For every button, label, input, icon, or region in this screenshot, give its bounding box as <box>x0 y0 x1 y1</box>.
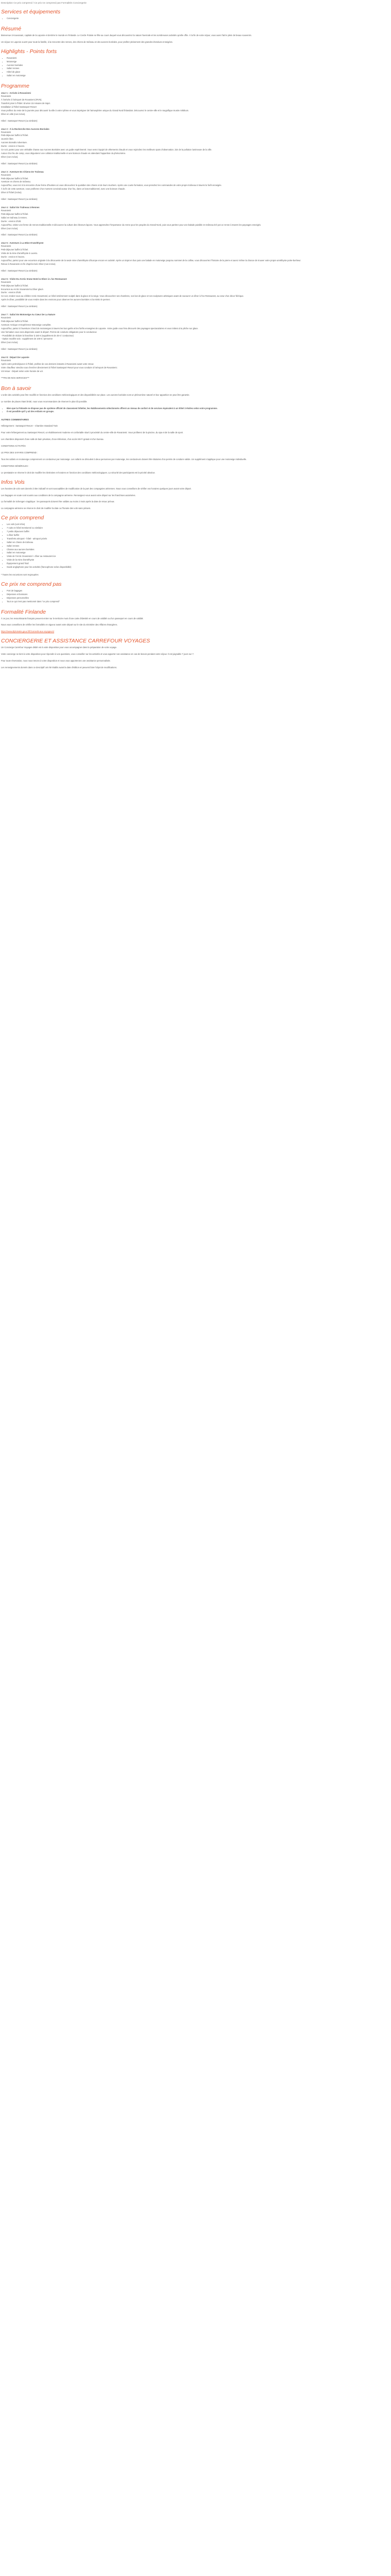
day-title: Jour 1 : Arrivée à Rovaniemi <box>1 92 31 95</box>
day-line: Petit-déjeuner buffet à l'hôtel. <box>1 319 29 323</box>
admin-paragraph: LE PRIX DES SAFARIS COMPREND : <box>1 451 38 454</box>
list-item: • Motoneige <box>7 60 390 64</box>
list-item: • 7 petits déjeuners buffet <box>7 530 390 534</box>
day-hotel: Hôtel : Santasport Resort (ou similaire) <box>1 305 38 308</box>
list-item: • Équipement grand froid <box>7 562 390 566</box>
day-line: Durée : environ 3h30. <box>1 291 22 294</box>
admin-paragraph: Le prestataire se réserve le droit de modifier les itinéraires et horaires en fonction des conditions météorologiques. La sécurité des participants est la priorité absolue. <box>1 471 156 474</box>
includes-note: * Toutes les excursions sont regroupées <box>1 573 39 576</box>
resume-title: Résumé <box>1 25 22 32</box>
programme-day <box>1 355 390 380</box>
list-item: • Safari en motoneige <box>7 551 390 555</box>
highlights-title: Highlights - Points forts <box>1 48 57 55</box>
day-line: Petit-déjeuner buffet à l'hôtel. <box>1 177 29 180</box>
concierge-paragraph: Les renseignements donnés dans ce descriptif ont été établis avant la date d'édition et peuvent faire l'objet de modifications. <box>1 666 117 669</box>
day-line: Transfert privé à l'hôtel. Environ 15 minutes de trajet. <box>1 101 51 105</box>
vols-paragraph: La compagnie aérienne se réserve le droit de modifier la date ou l'horaire des vols sans préavis. <box>1 507 91 510</box>
list-item: • Port de bagages <box>7 589 390 593</box>
day-line: Rovaniemi <box>1 280 11 283</box>
vols-paragraph: Les horaires de vols sont donnés à titre indicatif et sont susceptibles de modification de la part des compagnies aériennes. Nous vous conseillons de vérifier vos horaires quelques jours avant votre départ. <box>1 487 192 490</box>
list-item: • Dépenses et boissons <box>7 593 390 597</box>
day-line: Autour d'un feu de camp, vous dégusterez une collation traditionnelle et une boisson chaude en attendant l'apparition du phénomène. <box>1 151 126 155</box>
formalites-paragraph: Nous vous conseillons de vérifier les formalités en vigueur avant votre départ sur le site du ministère des Affaires étrangères. <box>1 623 118 626</box>
highlights-list <box>1 57 390 78</box>
list-item: • Bien que la Finlande ne dispose pas de système officiel de classement hôtelier, les établissements sélectionnés offrent un niveau de confort et de services équivalent à un hôtel 3 étoiles selon votre programme. <box>7 407 390 411</box>
day-line: Dîner à l'hôtel (inclus). <box>1 191 22 194</box>
top-navigation: Description Ce prix comprend / Ce prix ne comprend pas Formalités Conciergerie <box>1 2 87 4</box>
includes-title: Ce prix comprend <box>1 515 44 521</box>
day-title: Jour 2 : À la Recherche Des Aurores Boréales <box>1 127 50 130</box>
admin-title: AUTRES COMMENTAIRES <box>1 418 29 421</box>
excludes-list <box>1 589 390 604</box>
day-hotel: Hôtel : Santasport Resort (ou similaire) <box>1 119 38 122</box>
programme-day <box>1 127 390 166</box>
list-item: • 7 nuits en hôtel mentionné ou similaire <box>7 527 390 530</box>
day-line: Rovaniemi <box>1 359 11 362</box>
day-hotel: ***FIN DE NOS SERVICES*** <box>1 376 29 379</box>
programme-day <box>1 313 390 351</box>
list-item: • 1 dîner buffet <box>7 534 390 537</box>
list-item: • Visite de la mine d'améthyste <box>7 558 390 562</box>
day-line: Durée : environ 5 heures. <box>1 256 25 259</box>
day-line: Vous profitez du reste de la journée pour découvrir la ville à votre rythme et vous imprégner de l'atmosphère unique du Grand Nord finlandais. Découvrez le centre-ville et le magnifique musée Arktikum. <box>1 109 189 112</box>
day-hotel: Hôtel : Santasport Resort (ou similaire) <box>1 162 38 165</box>
admin-paragraph: CONDITIONS GÉNÉRALES : <box>1 464 29 467</box>
day-line: Rovaniemi <box>1 209 11 212</box>
formalites-link[interactable]: https://www.diplomatie.gouv.fr/fr/conseils-aux-voyageurs/ <box>1 630 54 633</box>
bon-a-savoir-title: Bon à savoir <box>1 385 31 392</box>
day-line: Safari en traîneau à rennes. <box>1 216 27 219</box>
day-line: Aujourd'hui, vous irez à la rencontre d'une ferme d'huskies où vous découvrirez le quotidien des chiens et de leurs mushers. Après une courte formation, vous prendrez les commandes de votre propre traîneau à travers la forêt enneigée. <box>1 184 222 187</box>
list-item: • Tout ce qui n'est pas mentionné dans "ce prix comprend" <box>7 600 390 604</box>
excludes-title: Ce prix ne comprend pas <box>1 581 62 587</box>
resume-paragraph: Un séjour en Laponie ouvert pour toute la famille, à la rencontre des rennes, des chiens de traîneau et des aurores boréales, pour profiter pleinement des grandes étendues enneigées. <box>1 40 173 43</box>
day-line: Une formation vous sera dispensée avant le départ. Permis de conduire obligatoire pour le conducteur. <box>1 330 97 333</box>
day-line: Rovaniemi <box>1 245 11 248</box>
list-item: • Guide anglophone pour les activités (francophone selon disponibilité) <box>7 566 390 569</box>
day-title: Jour 3 : Aventure En Chiens De Traîneau <box>1 170 44 173</box>
list-item: • Chasse aux aurores boréales <box>7 548 390 552</box>
day-line: Petit-déjeuner buffet à l'hôtel. <box>1 284 29 287</box>
day-line: Aurores Borealis Adventure. <box>1 141 27 144</box>
day-line: Aventure Arctique et Expérience Motoneige complète. <box>1 323 52 326</box>
day-line: Aventure en chiens de traîneau. <box>1 180 31 183</box>
day-line: Petit-déjeuner buffet à l'hôtel. <box>1 134 29 137</box>
day-line: Rovaniemi <box>1 95 11 98</box>
day-line: Rovaniemi <box>1 173 11 176</box>
day-line: À la fin de cette aventure, vous profiterez d'un moment convivial autour d'un feu, dans un kota traditionnel, avec une boisson chaude. <box>1 188 125 191</box>
programme-day <box>1 91 390 123</box>
list-item: • Il est possible qu'il y ait des enfants en groupe. <box>7 410 390 414</box>
admin-paragraph: Tous les safaris en motoneige comprennent un conducteur par motoneige. Les safaris se déroulent à deux personnes par motoneige, les conducteurs doivent être titulaires d'un permis de conduire valide. Un supplément s'applique pour une motoneige individuelle. <box>1 457 247 461</box>
programme-days <box>1 91 390 380</box>
list-item: • Safari rennes <box>7 67 390 71</box>
bon-paragraph: L'ordre des activités peut être modifié en fonction des conditions météorologiques et des disponibilités sur place. Les aurores boréales sont un phénomène naturel et leur apparition ne peut être garantie. <box>1 393 190 396</box>
list-item: • Dépenses personnelles <box>7 597 390 600</box>
bon-paragraph: Le nombre de places étant limité, nous vous recommandons de réserver le plus tôt possible. <box>1 400 88 403</box>
concierge-paragraph: Un Concierge Carrefour Voyages dédié est à votre disposition pour vous accompagner dans la préparation de votre voyage. <box>1 646 117 649</box>
programme-day <box>1 277 390 309</box>
day-line: - Possibilité de réduire la franchise à 150 € (supplément de 25 € / conducteur) <box>1 334 74 337</box>
concierge-title: CONCIERGERIE ET ASSISTANCE CARREFOUR VOYAGES <box>1 638 150 645</box>
day-line: Dîner (non inclus). <box>1 155 19 158</box>
day-hotel: Hôtel : Santasport Resort (ou similaire) <box>1 198 38 201</box>
list-item: • Safari en motoneige <box>7 74 390 78</box>
day-line: Aujourd'hui, visitez une ferme de rennes traditionnelle et découvrez la culture des éleveurs lapons. Vous apprendrez l'importance du renne pour les peuples du Grand Nord, puis vous partirez pour une balade paisible en traîneau tiré par un renne à travers les paysages enneigés. <box>1 223 262 226</box>
programme-day <box>1 206 390 237</box>
list-item: • Hôtel de glace <box>7 71 390 74</box>
day-hotel: Hôtel : Santasport Resort (ou similaire) <box>1 233 38 236</box>
day-line: Journée libre. <box>1 138 14 141</box>
includes-list <box>1 523 390 569</box>
vols-title: Infos Vols <box>1 479 25 485</box>
day-line: Votre chauffeur viendra vous chercher directement à l'hôtel Santasport Resort pour vous conduire à l'aéroport de Rovaniemi. <box>1 366 118 369</box>
day-title: Jour 5 : Aventure à La Mine D'améthyste <box>1 242 44 245</box>
admin-paragraph: Pour votre hébergement au Santasport Resort, un établissement moderne et confortable situé à proximité du centre-ville de Rovaniemi. Vous profiterez de la piscine, du spa et de la salle de sport. <box>1 431 184 434</box>
services-list <box>1 17 390 21</box>
day-line: Ce soir, rendez-vous au célèbre Arctic SnowHotel, un hôtel entièrement sculpté dans la glace et la neige. Vous découvrirez ses chambres, son bar de glace et ses sculptures artistiques avant de savourer un dîner à l'ice Restaurant, au cœur d'un décor féérique. <box>1 295 244 298</box>
admin-paragraph: Les chambres disposent d'une salle de bain privative, d'une télévision, d'un accès Wi-Fi gratuit et d'un bureau. <box>1 438 104 441</box>
services-title: Services et équipements <box>1 9 60 15</box>
day-line: Ce soir, partez pour une véritable chasse aux Aurores Boréales avec un guide expérimenté. Vous serez équipé de vêtements chauds et vous rejoindrez les meilleurs spots d'observation, loin de la pollution lumineuse de la ville. <box>1 148 212 151</box>
day-line: Aujourd'hui, partez à l'aventure à bord de motoneiges à travers les lacs gelés et les forêts enneigées de Laponie. Votre guide vous fera découvrir des paysages spectaculaires et vous initiera à la pêche sur glace. <box>1 327 199 330</box>
list-item: • Transferts aéroport - hôtel - aéroport privés <box>7 537 390 541</box>
list-item: • Rovaniemi <box>7 57 390 60</box>
concierge-paragraph: Votre concierge se tient à votre disposition pour répondre à vos questions, vous conseiller sur les activités et vous apporter son assistance en cas de besoin pendant votre séjour. Il est joignable 7 jours sur 7. <box>1 653 194 656</box>
day-line: Visite de la mine d'améthyste à Luosto. <box>1 252 38 255</box>
day-line: Excursion au Arctic SnowHotel & Dîner glacé. <box>1 287 44 291</box>
admin-paragraph: Hébergement : Santasport Resort – Chambre Standard Twin <box>1 425 58 428</box>
vols-paragraph: La formalité de Schengen s'applique : les passeports doivent être valides au moins 3 mois après la date de retour prévue. <box>1 500 115 503</box>
day-line: Après votre petit-déjeuner à l'hôtel, profitez de vos derniers instants à Rovaniemi avant votre retour. <box>1 363 94 366</box>
day-line: Petit-déjeuner buffet à l'hôtel. <box>1 248 29 251</box>
resume-paragraph: Bienvenue à Kouvanani, capitale de la Laponie et derrière le monde en Finlande. Le Cercle Polaire se fête au cours duquel vous découvrirez la nature hivernale et les nombreuses activités qu'elle offre. À la fin de votre séjour, vous aurez fait le plein de beaux souvenirs. <box>1 33 252 37</box>
day-title: Jour 8 : Départ De Laponie <box>1 356 29 359</box>
day-line: Durée : environ 4 heures. <box>1 145 25 148</box>
list-item: • Safari rennes <box>7 545 390 548</box>
day-line: Retour à Rovaniemi en fin d'après-midi. Dîner (non inclus). <box>1 262 56 265</box>
list-item: • Conciergerie <box>7 17 390 21</box>
day-title: Jour 6 : Visite Du Arctic Snow Hotel & Dîner à L'ice Restaurant <box>1 277 67 280</box>
day-line: Dîner (non inclus). <box>1 341 19 344</box>
list-item: • Visite de l'Arctic SnowHotel + dîner au restaurant ice <box>7 555 390 558</box>
day-line: Installation à l'hôtel Santasport Resort <box>1 105 37 108</box>
day-line: Dîner en ville (non inclus). <box>1 112 26 115</box>
bon-list <box>1 407 390 414</box>
list-item: • Safari en chiens de traîneau <box>7 541 390 545</box>
day-hotel: Hôtel : Santasport Resort (ou similaire) <box>1 348 38 351</box>
day-title: Jour 7 : Safari En Motoneige Au Cœur De La Nature <box>1 313 56 316</box>
list-item: • Les vols (voir infos) <box>7 523 390 527</box>
list-item: • Aurores boréales <box>7 64 390 67</box>
vols-paragraph: Les bagages en soute sont soumis aux conditions de la compagnie aérienne. Renseignez-vous avant votre départ sur les franchises autorisées. <box>1 494 136 497</box>
day-line: Aujourd'hui, partez pour une excursion originale à la découverte de la seule mine d'améthyste d'Europe encore en activité. Après un trajet en bus puis une balade en motoneige jusqu'au sommet de la colline, vous découvrirez l'histoire de la pierre et aurez même la chance de trouver votre propre améthyste porte-bonheur. <box>1 259 301 262</box>
day-line: Durée : environ 2h30. <box>1 219 22 223</box>
day-line: Après le dîner, possibilité de vous rendre dans les environs pour observer les aurores boréales si la météo le permet. <box>1 298 110 301</box>
day-line: À l'arrivée à l'aéroport de Rovaniemi (RVN). <box>1 98 42 101</box>
day-line: Petit-déjeuner buffet à l'hôtel. <box>1 212 29 215</box>
programme-day <box>1 170 390 201</box>
programme-day <box>1 241 390 273</box>
formalites-paragraph: À ce jour, les ressortissants français peuvent entrer sur le territoire muni d'une carte d'identité en cours de validité ou d'un passeport en cours de validité. <box>1 617 144 620</box>
day-line: Rovaniemi <box>1 130 11 133</box>
day-title: Jour 4 : Safari En Traîneau à Rennes <box>1 206 40 209</box>
day-hotel: Hôtel : Santasport Resort (ou similaire) <box>1 269 38 272</box>
day-line: Rovaniemi <box>1 316 11 319</box>
programme-title: Programme <box>1 83 29 90</box>
day-line: - Option modèle solo : supplément de 100 € / personne <box>1 337 53 341</box>
day-line: Dîner (non inclus). <box>1 227 19 230</box>
formalites-title: Formalité Finlande <box>1 608 46 615</box>
admin-paragraph: CONDITIONS ACTIVITÉS <box>1 445 26 448</box>
concierge-paragraph: Pour toute réservation, nous nous tenons à votre disposition et nous vous apporterons une assistance personnalisée. <box>1 659 111 663</box>
day-line: Vol retour - Départ selon votre horaire de vol. <box>1 369 43 372</box>
